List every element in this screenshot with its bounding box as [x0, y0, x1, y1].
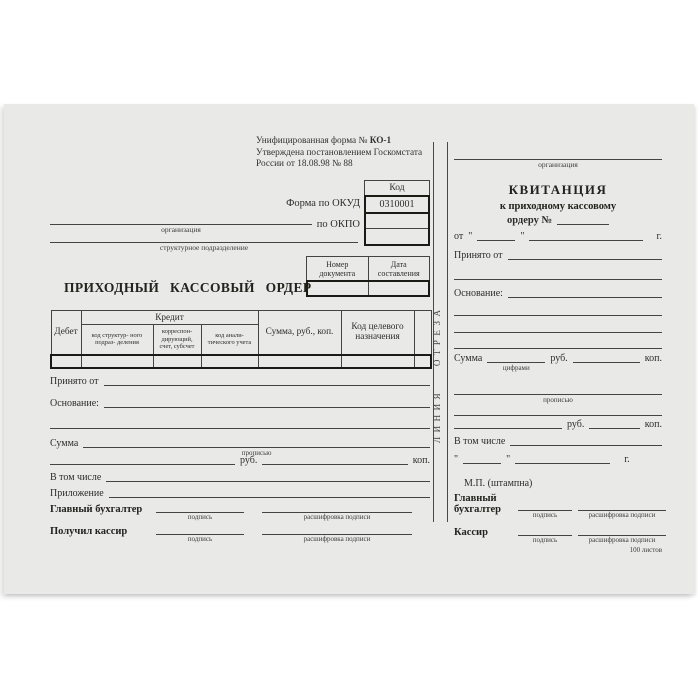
stamp-line-1 — [256, 136, 438, 148]
receipt-order-no-line — [557, 224, 609, 225]
doc-date-header: Дата составления — [368, 257, 430, 280]
in-words-caption: прописью — [241, 449, 272, 457]
receipt-including-line — [510, 445, 662, 446]
credit-sub3-header: код анали- тического учета — [201, 325, 258, 355]
signature-caption: подпись — [187, 513, 213, 521]
credit-header: Кредит — [81, 311, 258, 325]
purpose-code-header: Код целевого назначения — [341, 311, 414, 355]
including-label: В том числе — [50, 472, 102, 483]
amount-cell — [258, 355, 341, 368]
chief-accountant-label: Главный бухгалтер — [50, 504, 143, 515]
signature-decode-field — [578, 493, 666, 520]
receipt-order-no-label: ордеру № — [506, 215, 553, 226]
credit-sub2-cell — [153, 355, 201, 368]
subdivision-caption: структурное подразделение — [159, 243, 249, 252]
signature-field — [518, 527, 572, 545]
accounting-table-row — [51, 355, 431, 368]
receipt-sum-figures-line — [487, 362, 545, 372]
purpose-code-cell — [341, 355, 414, 368]
from-label: от — [454, 231, 464, 242]
receipt-organization-caption: организация — [538, 160, 578, 169]
organization-field — [50, 215, 312, 234]
receipt-kop-label: коп. — [644, 353, 662, 364]
receipt-day-line-2 — [463, 463, 501, 464]
receipt-sum-row — [454, 352, 662, 372]
debit-header: Дебет — [51, 311, 81, 355]
extra-cell — [414, 355, 431, 368]
receipt-in-words-extra-line — [454, 415, 662, 416]
doc-date-cell — [368, 282, 429, 295]
receipt-subtitle-1: к приходному кассовому — [499, 201, 617, 212]
receipt-date-row — [454, 230, 662, 242]
receipt-rub-label: руб. — [550, 353, 568, 364]
doc-number-table — [306, 256, 430, 297]
attachment-line — [109, 497, 430, 498]
receipt-open-quote-2: " — [454, 454, 459, 465]
receipt-cashier-signature-row — [454, 527, 666, 545]
receipt-in-words-caption: прописью — [543, 396, 573, 404]
signature-decode-caption: расшифровка подписи — [303, 513, 371, 521]
year-label: г. — [656, 231, 662, 242]
signature-line — [156, 504, 244, 513]
receipt-kop-line-2 — [589, 428, 639, 429]
receipt-chief-accountant-label: Главный бухгалтер — [454, 493, 502, 515]
empty-code-cell — [366, 229, 428, 244]
rub-kop-row — [50, 454, 430, 466]
month-line — [529, 240, 642, 241]
cut-line-label: ЛИНИЯ ОТРЕЗА — [432, 305, 442, 443]
receipt-including-label: В том числе — [454, 436, 506, 447]
okpo-code-cell — [366, 214, 428, 229]
receipt-basis-row — [454, 287, 662, 299]
receipt-accepted-extra-line — [454, 279, 662, 280]
receipt-kop-label-2: коп. — [644, 419, 662, 430]
received-cashier-label: Получил кассир — [50, 526, 128, 537]
including-line — [106, 481, 430, 482]
doc-number-table-header — [306, 256, 430, 280]
receipt-date-row-2 — [454, 453, 662, 465]
signature-decode-field — [262, 504, 412, 522]
signature-decode-caption: расшифровка подписи — [303, 535, 371, 543]
okud-code-value: 0310001 — [366, 197, 428, 214]
signature-field — [156, 504, 244, 522]
signature-decode-line — [578, 527, 666, 536]
signature-line — [518, 527, 572, 536]
receipt-accepted-from-label: Принято от — [454, 250, 503, 261]
in-figures-caption: цифрами — [502, 364, 530, 372]
accepted-from-row — [50, 375, 430, 387]
receipt-subtitle-2-row — [454, 214, 662, 226]
signature-caption: подпись — [187, 535, 213, 543]
signature-line — [156, 526, 244, 535]
amount-header: Сумма, руб., коп. — [258, 311, 341, 355]
stamp-place-label: М.П. (штампна) — [464, 478, 533, 489]
receipt-accepted-from-row — [454, 249, 662, 261]
chief-accountant-signature-row — [50, 504, 430, 522]
accepted-from-label: Принято от — [50, 376, 99, 387]
receipt-in-words-row — [454, 384, 662, 404]
receipt-basis-extra-line-3 — [454, 348, 662, 349]
basis-label: Основание: — [50, 398, 99, 409]
stamp-line-2: Утверждена постановлением Госкомстата — [256, 147, 423, 158]
receipt-rub-kop-row — [454, 418, 662, 430]
sheets-count-label: 100 листов — [629, 546, 662, 554]
close-quote: " — [520, 231, 525, 242]
rub-label: руб. — [240, 455, 258, 466]
cashier-signature-row — [50, 526, 430, 544]
basis-row — [50, 397, 430, 409]
doc-number-cell — [308, 282, 368, 295]
receipt-basis-line — [508, 297, 662, 298]
open-quote: " — [468, 231, 473, 242]
receipt-rub-line-2 — [454, 428, 562, 429]
okpo-label: по ОКПО — [316, 219, 360, 230]
doc-number-table-row — [306, 280, 430, 297]
organization-line — [50, 215, 312, 225]
signature-decode-line — [262, 526, 412, 535]
debit-cell — [51, 355, 81, 368]
receipt-accepted-from-line — [508, 259, 662, 260]
signature-field — [518, 493, 572, 520]
receipt-month-line-2 — [515, 463, 610, 464]
credit-sub3-cell — [201, 355, 258, 368]
rub-line — [50, 464, 235, 465]
signature-caption: подпись — [532, 536, 558, 544]
receipt-year-label-2: г. — [624, 454, 630, 465]
signature-decode-caption: расшифровка подписи — [588, 511, 656, 519]
signature-decode-field — [578, 527, 666, 545]
signature-decode-caption: расшифровка подписи — [588, 536, 656, 544]
signature-caption: подпись — [532, 511, 558, 519]
receipt-including-row — [454, 435, 662, 447]
okud-label: Форма по ОКУД — [286, 198, 360, 209]
signature-line — [518, 493, 572, 511]
order-title: ПРИХОДНЫЙ КАССОВЫЙ ОРДЕР — [64, 280, 312, 295]
code-box-header: Код — [364, 180, 430, 195]
credit-sub2-header: корреспон- дирующий, счет, субсчет — [153, 325, 201, 355]
code-box-body — [364, 195, 430, 246]
stamp-line-3: России от 18.08.98 № 88 — [256, 159, 353, 169]
receipt-basis-extra-line-2 — [454, 332, 662, 333]
organization-caption: организация — [161, 225, 201, 234]
receipt-cashier-label: Кассир — [454, 527, 488, 538]
form-code-ko1: КО-1 — [369, 136, 392, 146]
credit-sub1-header: код структур- ного подраз- деления — [81, 325, 153, 355]
signature-field — [156, 526, 244, 544]
accounting-table — [50, 310, 432, 369]
sum-label: Сумма — [50, 438, 79, 449]
receipt-basis-extra-line-1 — [454, 315, 662, 316]
accepted-from-line — [104, 385, 430, 386]
code-box — [364, 180, 430, 246]
form-approval-stamp — [256, 136, 438, 171]
basis-line — [104, 407, 430, 408]
day-line — [477, 240, 515, 241]
attachment-row — [50, 487, 430, 499]
receipt-close-quote-2: " — [506, 454, 511, 465]
receipt-organization-field — [454, 150, 662, 169]
signature-decode-line — [262, 504, 412, 513]
credit-sub1-cell — [81, 355, 153, 368]
kop-label: коп. — [412, 455, 430, 466]
receipt-sum-label: Сумма — [454, 353, 483, 364]
receipt-organization-line — [454, 150, 662, 160]
kop-line — [262, 464, 407, 465]
subdivision-line — [50, 233, 358, 243]
including-row — [50, 471, 430, 483]
sum-row — [50, 437, 430, 457]
signature-decode-line — [578, 493, 666, 511]
receipt-rub-label-2: руб. — [567, 419, 585, 430]
signature-decode-field — [262, 526, 412, 544]
subdivision-field — [50, 233, 358, 252]
form-sheet — [4, 104, 694, 594]
sum-line — [83, 447, 430, 457]
stamp-line1-text: Унифицированная форма № — [256, 136, 370, 146]
extra-column-header — [414, 311, 431, 355]
receipt-kop-line — [573, 362, 640, 363]
receipt-title: КВИТАНЦИЯ — [508, 182, 608, 197]
receipt-in-words-line — [454, 394, 662, 404]
basis-extra-line — [50, 428, 430, 429]
receipt-chief-accountant-signature-row — [454, 493, 666, 520]
attachment-label: Приложение — [50, 488, 104, 499]
doc-number-header: Номер документа — [319, 260, 356, 278]
receipt-basis-label: Основание: — [454, 288, 503, 299]
